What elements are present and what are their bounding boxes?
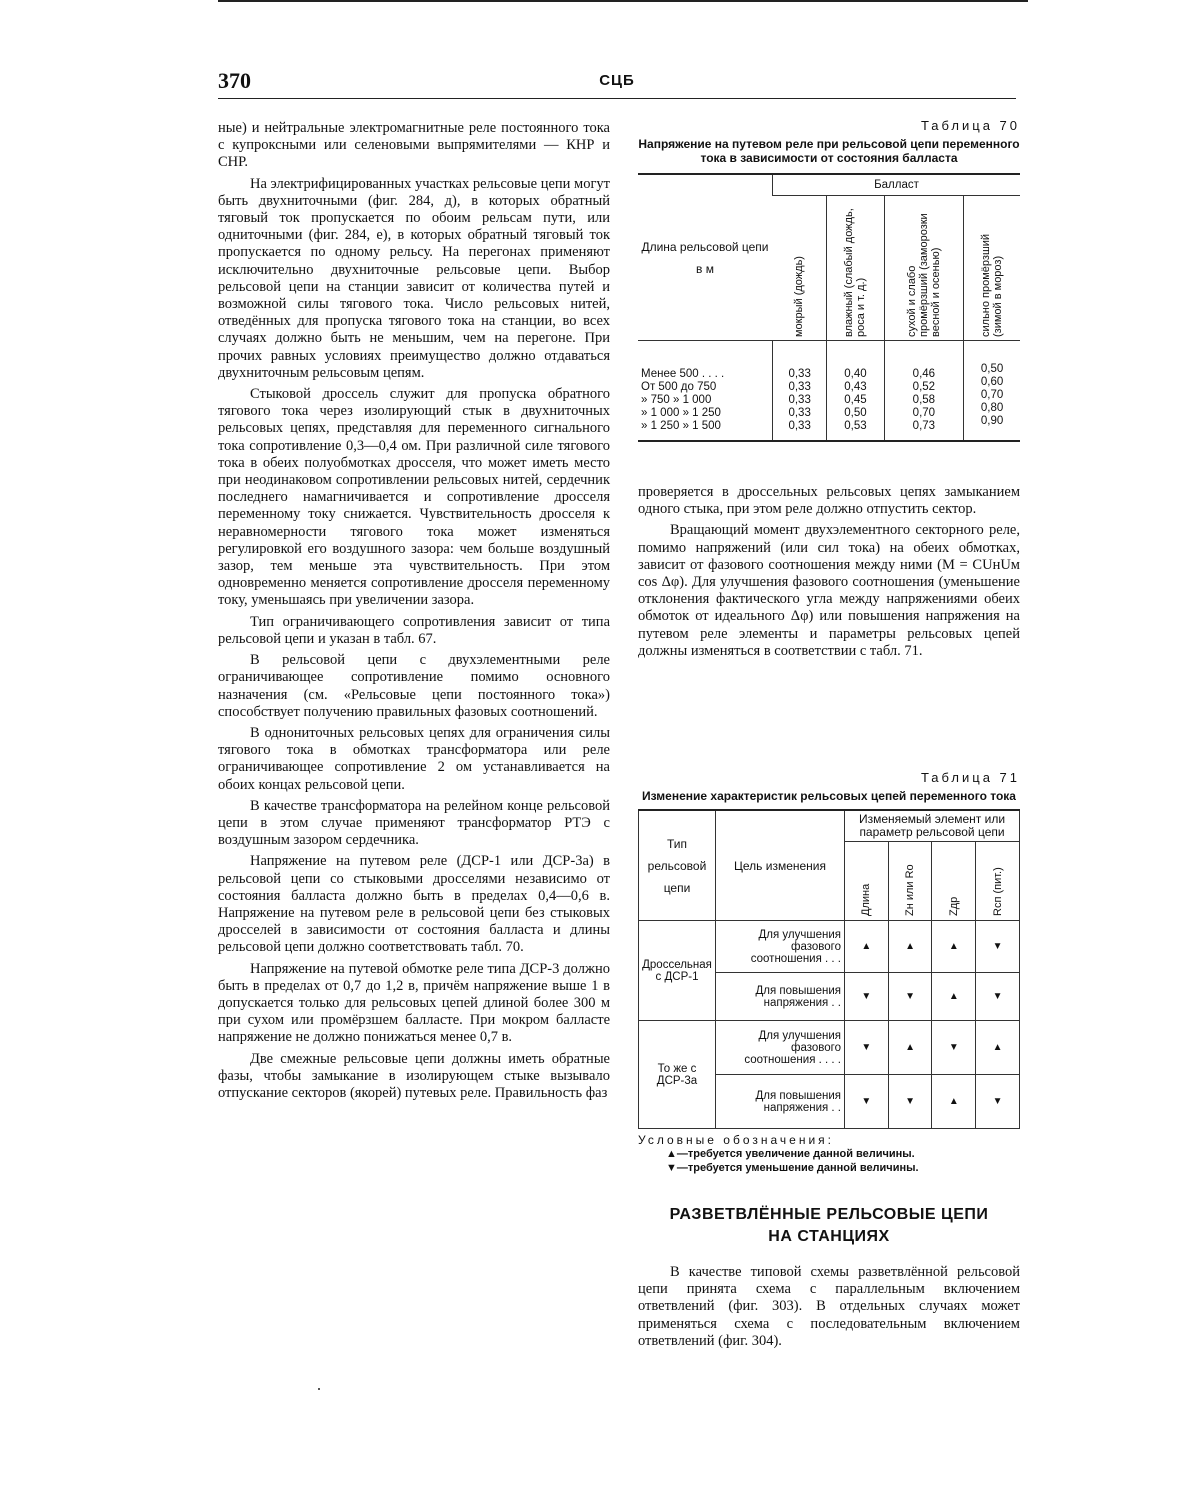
changes-table	[638, 809, 1020, 1129]
change-mark: ▲	[932, 921, 976, 973]
legend-title: Условные обозначения:	[638, 1133, 834, 1147]
column-header: Zн или Rо	[888, 842, 932, 921]
change-mark: ▼	[976, 1075, 1020, 1129]
table-row-type: То же с ДСР-3а	[639, 1021, 716, 1129]
table-row-goal: Для повышения напряжения . .	[716, 1075, 845, 1129]
column-header: Длина	[845, 842, 889, 921]
column-header: влажный (слабый дождь, роса и т. д.)	[827, 196, 884, 341]
column-header: мокрый (дождь)	[773, 196, 827, 341]
change-mark: ▼	[976, 973, 1020, 1021]
table-row-goal: Для повышения напряжения . .	[716, 973, 845, 1021]
table-row-goal: Для улучшения фазового соотношения . . .	[716, 921, 845, 973]
table-label: Таблица 70	[920, 118, 1020, 133]
table-legend	[638, 1133, 1020, 1175]
change-mark: ▼	[976, 921, 1020, 973]
change-mark: ▲	[976, 1021, 1020, 1075]
change-mark: ▲	[888, 921, 932, 973]
change-mark: ▼	[845, 1021, 889, 1075]
section-text	[638, 1264, 1020, 1354]
paragraph: В качестве трансформатора на релейном конце рельсовой цепи в этом случае применяют трансформатор РТЭ с воздушным зазором сердечника.	[218, 797, 610, 849]
change-mark: ▲	[845, 921, 889, 973]
paragraph: Стыковой дроссель служит для пропуска обратного тягового тока через изолирующий стык в двухниточных рельсовых цепях, представляя для переменного сигнального тока сопротивление 0,3—0,4 ом. При различной силе тягового тока в обеих полуобмотках дросселя, что может иметь место при неодинаковом сопротивлении рельсовых нитей, сердечник последнего намагничивается и сопротивление дросселя переменному току снижается. Чувствительность дросселя к неравномерности тягового тока может изменяться регулировкой его воздушного зазора: чем больше воздушный зазор, тем меньше эта чувствительность. При этом одновременно меняется сопротивление дросселя переменному току, уменьшаясь при увеличении зазора.	[218, 386, 610, 609]
left-column	[218, 120, 610, 1106]
paragraph: ные) и нейтральные электромагнитные реле постоянного тока с купроксными или селеновыми выпрямителями — КНР и СНР.	[218, 120, 610, 171]
table-71	[638, 770, 1020, 1175]
change-mark: ▼	[845, 1075, 889, 1129]
right-column-text	[638, 484, 1020, 664]
top-rule	[218, 0, 1028, 2]
column-header-length: Длина рельсовой цепи в м	[638, 174, 773, 341]
paragraph: В однониточных рельсовых цепях для ограничения силы тягового тока в обмотках трансформатора или реле ограничивающее сопротивление 2 ом устанавливается на обоих концах рельсовой цепи.	[218, 724, 610, 793]
change-mark: ▼	[845, 973, 889, 1021]
section-heading: РАЗВЕТВЛЁННЫЕ РЕЛЬСОВЫЕ ЦЕПИ НА СТАНЦИЯХ	[669, 1206, 989, 1245]
column-header-goal: Цель изменения	[716, 810, 845, 921]
column-header: Zдр	[932, 842, 976, 921]
change-mark: ▲	[888, 1021, 932, 1075]
page-number: 370	[218, 68, 251, 93]
paragraph: Вращающий момент двухэлементного секторного реле, помимо напряжений (или сил тока) на обеих обмотках, зависит от фазового соотношения между ними (M = CUнUм cos Δφ). Для улучшения фазового соотношения (уменьшение отклонения фактического угла между напряжениями обеих обмоток от идеального Δφ) или повышения напряжения на путевом реле элементы и параметры рельсовых цепей должны изменяться в соответствии с табл. 71.	[638, 522, 1020, 659]
column-header: сухой и слабо промёрзший (заморозки весной и осенью)	[884, 196, 963, 341]
table-row-type: Дроссельная с ДСР-1	[639, 921, 716, 1021]
running-head: СЦБ	[599, 72, 635, 89]
legend-decrease: ▼—требуется уменьшение данной величины.	[666, 1162, 919, 1174]
change-mark: ▲	[932, 1075, 976, 1129]
paragraph: В качестве типовой схемы разветвлённой рельсовой цепи принята схема с параллельным включением ответвлений (фиг. 303). В отдельных случаях может применяться схема с последовательным включением ответвлений (фиг. 304).	[638, 1264, 1020, 1349]
column-group-ballast: Балласт	[773, 174, 1021, 196]
table-caption: Напряжение на путевом реле при рельсовой цепи переменного тока в зависимости от состояния балласта	[638, 137, 1020, 165]
legend-increase: ▲—требуется увеличение данной величины.	[666, 1148, 915, 1160]
table-column-values: 0,46 0,52 0,58 0,70 0,73	[884, 341, 963, 442]
change-mark: ▼	[888, 1075, 932, 1129]
column-group-parameter: Изменяемый элемент или параметр рельсовой цепи	[845, 810, 1020, 842]
table-row-goal: Для улучшения фазового соотношения . . . .	[716, 1021, 845, 1075]
paragraph: На электрифицированных участках рельсовые цепи могут быть двухниточными (фиг. 284, д), в которых обратный тяговый ток пропускается по обоим рельсам пути, или одниточными (фиг. 284, е), в которых обратный тяговый ток пропускается по одному рельсу. На перегонах применяют исключительно двухниточные рельсовые цепи. Выбор рельсовой цепи на станции зависит от количества путей и возможной силы тягового тока. Число рельсовых нитей, отведённых для пропуска тягового тока на станции, во всех случаях должно быть не меньшим, чем на перегоне. При прочих равных условиях преимущество должно отдаваться двухниточным рельсовым цепям.	[218, 175, 611, 381]
page-header	[218, 68, 1016, 99]
table-label: Таблица 71	[920, 770, 1020, 785]
table-column-values: 0,40 0,43 0,45 0,50 0,53	[827, 341, 884, 442]
table-caption: Изменение характеристик рельсовых цепей переменного тока	[642, 789, 1016, 803]
column-header: сильно промёрзший (зимой в мороз)	[964, 196, 1020, 341]
table-70	[638, 118, 1020, 442]
column-header: Rсп (пит.)	[976, 842, 1020, 921]
paragraph: Тип ограничивающего сопротивления зависит от типа рельсовой цепи и указан в табл. 67.	[218, 613, 610, 647]
table-column-values: 0,50 0,60 0,70 0,80 0,90	[964, 341, 1020, 442]
paragraph: Напряжение на путевой обмотке реле типа ДСР-3 должно быть в пределах от 0,7 до 1,2 в, причём напряжение выше 1 в допускается только для рельсовых цепей длиной более 300 м при сухом или промёрзшем балласте. При мокром балласте напряжение не должно понижаться менее 0,7 в.	[218, 960, 610, 1046]
change-mark: ▲	[932, 973, 976, 1021]
paragraph: проверяется в дроссельных рельсовых цепях замыканием одного стыка, при этом реле должно отпустить сектор.	[638, 484, 1020, 518]
change-mark: ▼	[888, 973, 932, 1021]
change-mark: ▼	[932, 1021, 976, 1075]
paragraph: В рельсовой цепи с двухэлементными реле ограничивающее сопротивление помимо основного назначения (см. «Рельсовые цепи постоянного тока») способствует получению правильных фазовых соотношений.	[218, 652, 610, 720]
table-row-label: Менее 500 . . . . От 500 до 750 » 750 » 1 000 » 1 000 » 1 250 » 1 250 » 1 500	[641, 368, 725, 432]
paragraph: Две смежные рельсовые цепи должны иметь обратные фазы, чтобы замыкание в изолирующем стыке вызывало отпускание секторов (якорей) путевых реле. Правильность фаз	[218, 1050, 610, 1101]
print-speck	[318, 1388, 320, 1390]
table-column-values: 0,33 0,33 0,33 0,33 0,33	[773, 341, 827, 442]
column-header-type: Тип рельсовой цепи	[639, 810, 716, 921]
voltage-table	[638, 173, 1020, 442]
paragraph: Напряжение на путевом реле (ДСР-1 или ДСР-3а) в рельсовой цепи со стыковыми дросселями независимо от состояния балласта должно быть в пределах 0,4—0,6 в. Напряжение на путевом реле в рельсовой цепи без стыковых дросселей в зависимости от состояния балласта и длины рельсовой цепи должно соответствовать табл. 70.	[218, 853, 610, 956]
